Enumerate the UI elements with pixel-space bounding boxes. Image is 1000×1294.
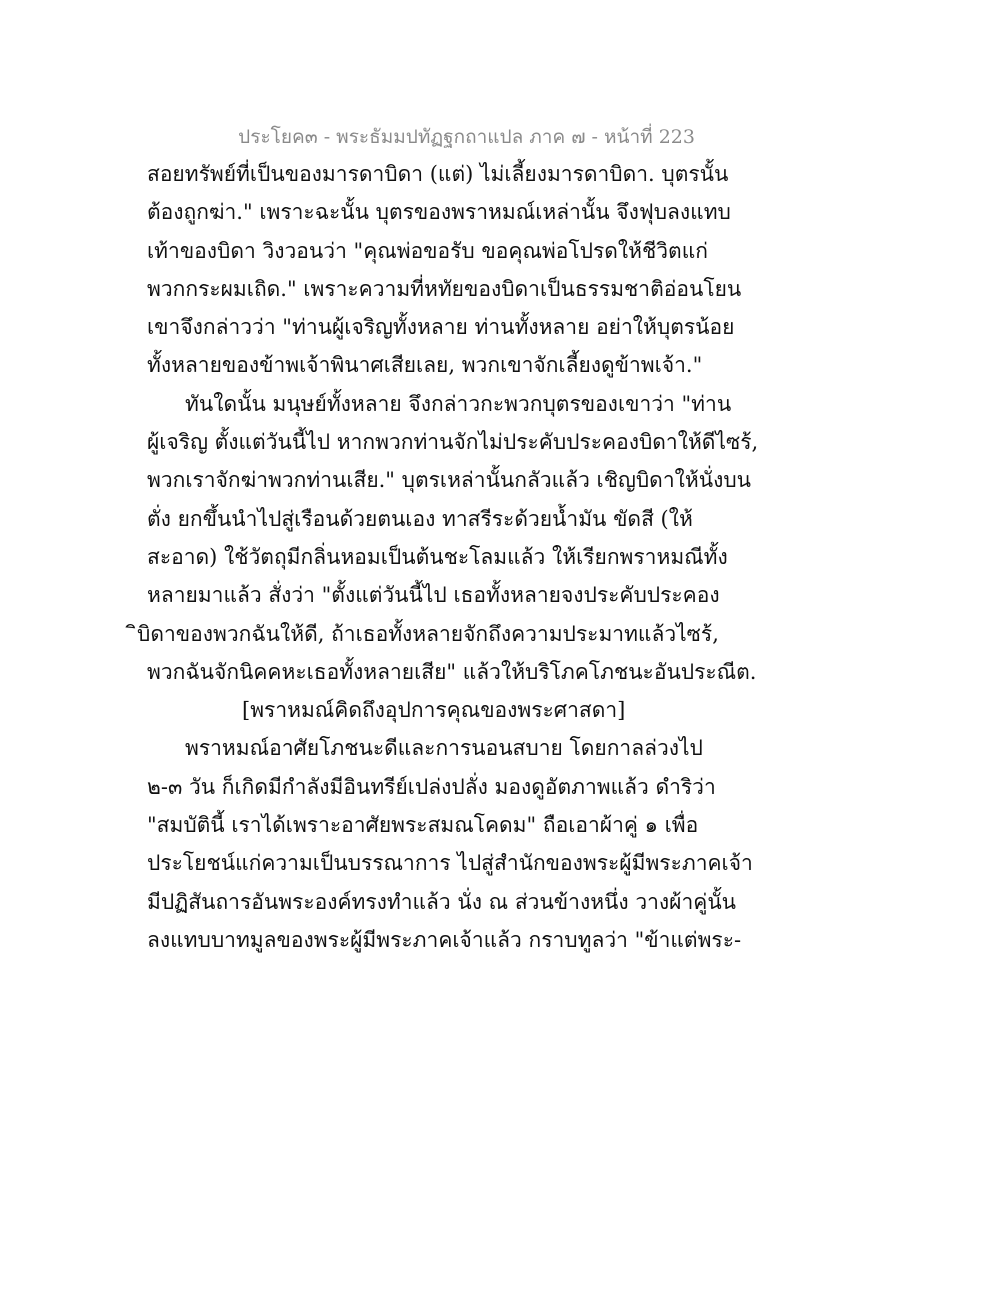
- text-line: สอยทรัพย์ที่เป็นของมารดาบิดา (แต่) ไม่เลี้ยงมารดาบิดา. บุตรนั้น: [147, 162, 729, 186]
- text-line: เขาจึงกล่าวว่า "ท่านผู้เจริญทั้งหลาย ท่านทั้งหลาย อย่าให้บุตรน้อย: [147, 315, 735, 340]
- body-text: [137, 155, 759, 959]
- text-line: สะอาด) ใช้วัตถุมีกลิ่นหอมเป็นต้นชะโลมแล้ว ให้เรียกพราหมณีทั้ง: [147, 544, 728, 569]
- text-line: พวกเราจักฆ่าพวกท่านเสีย." บุตรเหล่านั้นกลัวแล้ว เชิญบิดาให้นั่งบน: [147, 468, 752, 493]
- text-line: "สมบัตินี้ เราได้เพราะอาศัยพระสมณโคดม" ถือเอาผ้าคู่ ๑ เพื่อ: [147, 813, 699, 838]
- text-line: หลายมาแล้ว สั่งว่า "ตั้งแต่วันนี้ไป เธอทั้งหลายจงประคับประคอง: [147, 583, 720, 608]
- paragraph-start-line: พราหมณ์อาศัยโภชนะดีและการนอนสบาย โดยกาลล่วงไป: [185, 736, 703, 761]
- paragraph-start-line: ทันใดนั้น มนุษย์ทั้งหลาย จึงกล่าวกะพวกบุตรของเขาว่า "ท่าน: [185, 391, 732, 416]
- text-line: ลงแทบบาทมูลของพระผู้มีพระภาคเจ้าแล้ว กราบทูลว่า "ข้าแต่พระ-: [147, 927, 742, 952]
- text-line: มีปฏิสันถารอันพระองค์ทรงทำแล้ว นั่ง ณ ส่วนข้างหนึ่ง วางผ้าคู่นั้น: [147, 889, 737, 914]
- text-line: ิบิดาของพวกฉันให้ดี, ถ้าเธอทั้งหลายจักถึงความประมาทแล้วไซร้,: [137, 621, 719, 646]
- text-line: ๒-๓ วัน ก็เกิดมีกำลังมีอินทรีย์เปล่งปลั่ง มองดูอัตภาพแล้ว ดำริว่า: [147, 774, 716, 799]
- text-line: ผู้เจริญ ตั้งแต่วันนี้ไป หากพวกท่านจักไม่ประคับประคองบิดาให้ดีไซร้,: [147, 430, 759, 455]
- text-line: ทั้งหลายของข้าพเจ้าพินาศเสียเลย, พวกเขาจักเลี้ยงดูข้าพเจ้า.": [147, 353, 703, 378]
- text-line: พวกฉันจักนิคคหะเธอทั้งหลายเสีย" แล้วให้บริโภคโภชนะอันประณีต.: [147, 659, 757, 684]
- text-line: ตั่ง ยกขึ้นนำไปสู่เรือนด้วยตนเอง ทาสรีระด้วยน้ำมัน ขัดสี (ให้: [147, 506, 693, 531]
- text-line: ต้องถูกฆ่า." เพราะฉะนั้น บุตรของพราหมณ์เหล่านั้น จึงฟุบลงแทบ: [147, 200, 731, 225]
- section-heading: [พราหมณ์คิดถึงอุปการคุณของพระศาสดา]: [242, 698, 626, 723]
- text-line: พวกกระผมเถิด." เพราะความที่หทัยของบิดาเป็นธรรมชาติอ่อนโยน: [147, 276, 742, 301]
- text-line: ประโยชน์แก่ความเป็นบรรณาการ ไปสู่สำนักของพระผู้มีพระภาคเจ้า: [147, 851, 753, 876]
- text-line: เท้าของบิดา วิงวอนว่า "คุณพ่อขอรับ ขอคุณพ่อโปรดให้ชีวิตแก่: [147, 238, 708, 263]
- page-header: ประโยค๓ - พระธัมมปทัฏฐกถาแปล ภาค ๗ - หน้าที่ 223: [238, 126, 695, 148]
